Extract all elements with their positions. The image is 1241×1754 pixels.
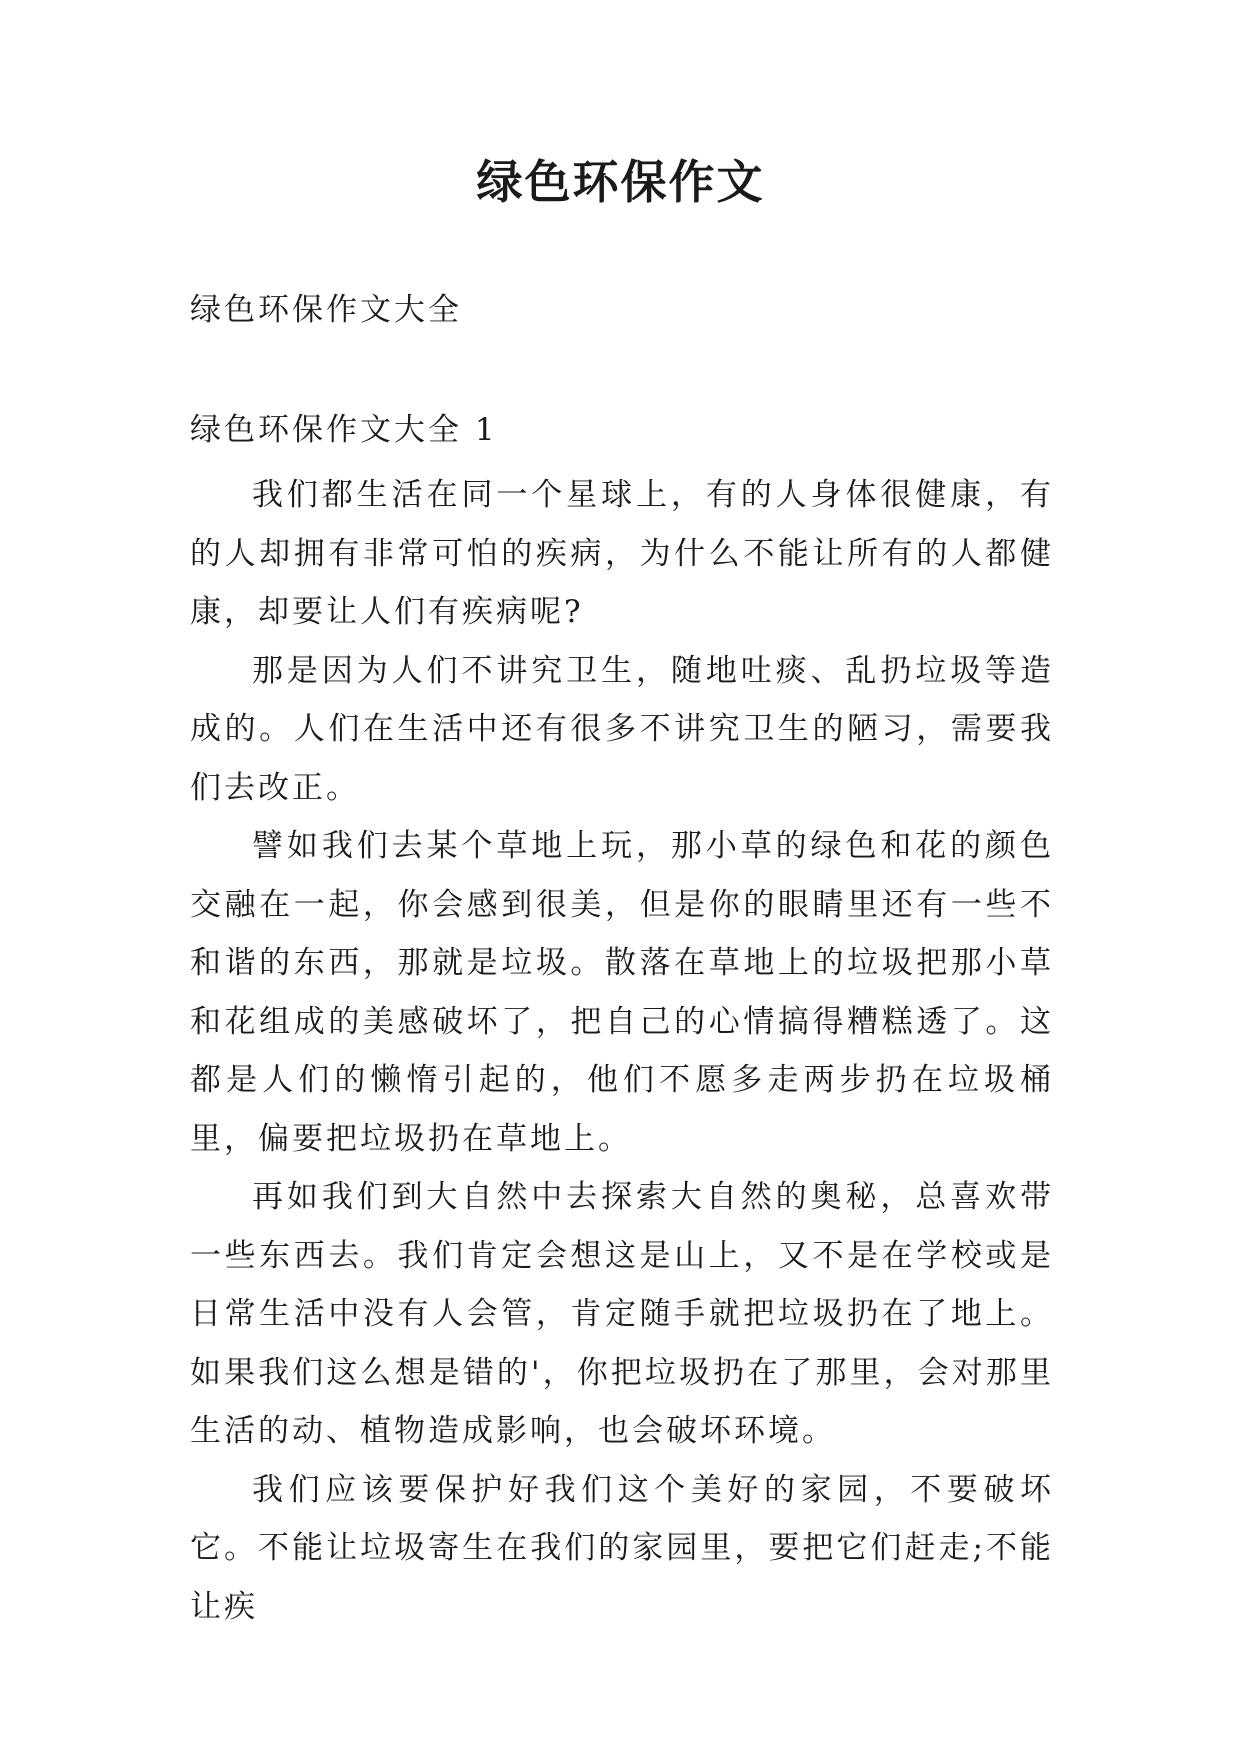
paragraph: 再如我们到大自然中去探索大自然的奥秘，总喜欢带一些东西去。我们肯定会想这是山上，又不是在学校或是日常生活中没有人会管，肯定随手就把垃圾扔在了地上。如果我们这么想是错的'，你把垃圾扔在了那里，会对那里生活的动、植物造成影响，也会破坏环境。 xyxy=(190,1179,1054,1449)
paragraph: 我们应该要保护好我们这个美好的家园，不要破坏它。不能让垃圾寄生在我们的家园里，要把它们赶走;不能让疾 xyxy=(190,1471,1054,1625)
document-title: 绿色环保作文 xyxy=(476,155,765,209)
essay-body xyxy=(190,466,1054,1636)
document-subtitle: 绿色环保作文大全 xyxy=(190,292,462,328)
paragraph: 那是因为人们不讲究卫生，随地吐痰、乱扔垃圾等造成的。人们在生活中还有很多不讲究卫生的陋习，需要我们去改正。 xyxy=(190,652,1054,806)
section-heading: 绿色环保作文大全 1 xyxy=(190,412,498,448)
paragraph: 我们都生活在同一个星球上，有的人身体很健康，有的人却拥有非常可怕的疾病，为什么不能让所有的人都健康，却要让人们有疾病呢? xyxy=(190,477,1054,630)
paragraph: 譬如我们去某个草地上玩，那小草的绿色和花的颜色交融在一起，你会感到很美，但是你的眼睛里还有一些不和谐的东西，那就是垃圾。散落在草地上的垃圾把那小草和花组成的美感破坏了，把自己的心情搞得糟糕透了。这都是人们的懒惰引起的，他们不愿多走两步扔在垃圾桶里，偏要把垃圾扔在草地上。 xyxy=(190,828,1054,1157)
